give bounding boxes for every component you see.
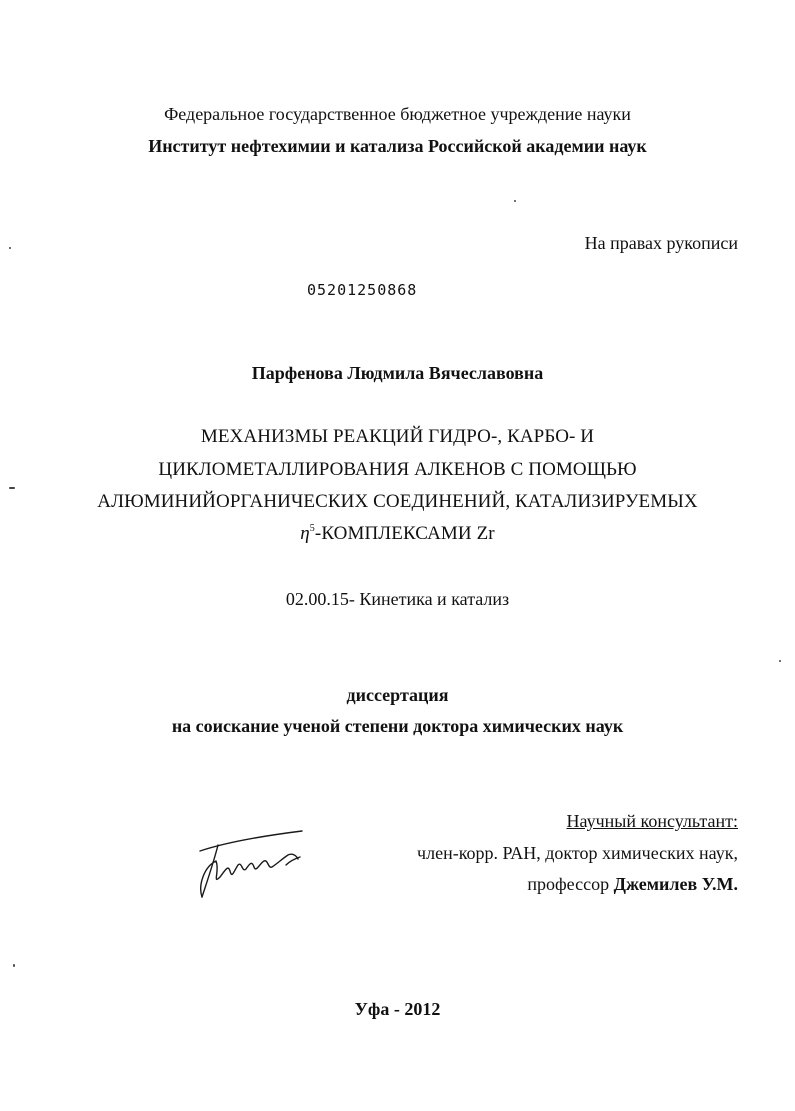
degree-sought: на соискание ученой степени доктора химических наук <box>171 716 624 736</box>
thesis-title-line-2: ЦИКЛОМЕТАЛЛИРОВАНИЯ АЛКЕНОВ С ПОМОЩЬЮ <box>158 459 637 480</box>
scan-speck <box>779 660 781 662</box>
thesis-title-line-1: МЕХАНИЗМЫ РЕАКЦИЙ ГИДРО-, КАРБО- И <box>200 426 595 447</box>
scan-speck <box>514 200 516 202</box>
scan-speck <box>9 247 11 249</box>
consultant-label: Научный консультант: <box>566 811 738 831</box>
scan-speck <box>9 487 15 489</box>
manuscript-rights-note: На правах рукописи <box>584 233 738 253</box>
consultant-name: Джемилев У.М. <box>613 874 738 894</box>
consultant-title: профессор <box>527 874 610 894</box>
author-name: Парфенова Людмила Вячеславовна <box>251 363 544 383</box>
handwritten-signature <box>190 825 320 905</box>
consultant-credentials: член-корр. РАН, доктор химических наук, <box>417 843 738 863</box>
eta-superscript: 5 <box>309 523 315 534</box>
consultant-line <box>527 873 738 895</box>
thesis-title-line-4 <box>0 522 795 546</box>
scan-speck <box>13 964 15 967</box>
institution-name: Институт нефтехимии и катализа Российской академии наук <box>148 136 647 156</box>
thesis-title-line-3: АЛЮМИНИЙОРГАНИЧЕСКИХ СОЕДИНЕНИЙ, КАТАЛИЗИРУЕМЫХ <box>97 491 698 512</box>
city-year: Уфа - 2012 <box>354 999 441 1019</box>
thesis-title-line-4-text: -КОМПЛЕКСАМИ Zr <box>314 523 495 544</box>
eta-symbol: η <box>300 523 310 544</box>
institution-type: Федеральное государственное бюджетное учреждение науки <box>164 104 631 124</box>
specialty-code: 02.00.15- Кинетика и катализ <box>285 589 510 609</box>
registration-number: 05201250868 <box>307 281 418 299</box>
document-type: диссертация <box>346 685 449 705</box>
